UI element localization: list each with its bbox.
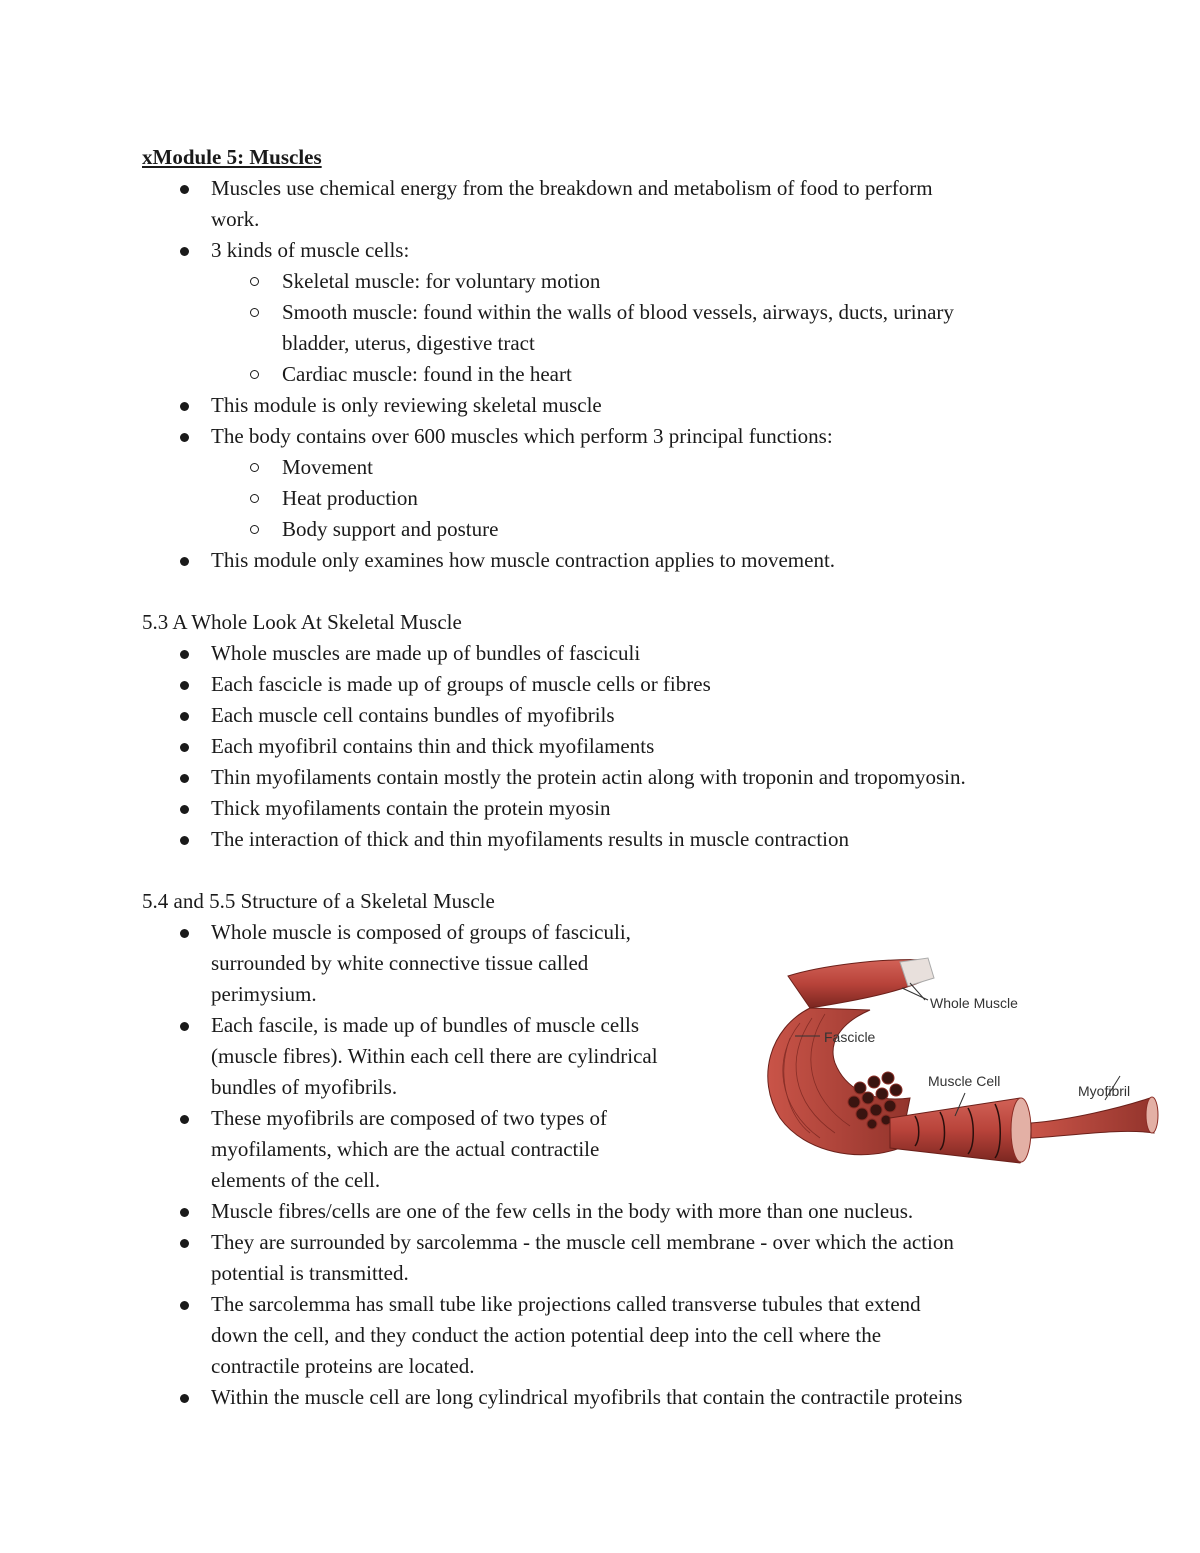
list-item — [0, 793, 966, 824]
bullet-icon — [180, 774, 189, 783]
list-item-text: 3 kinds of muscle cells: — [211, 238, 410, 262]
bullet-icon — [180, 836, 189, 845]
list-item — [0, 731, 966, 762]
sub-list-item — [0, 452, 954, 483]
list-item — [0, 173, 954, 235]
hollow-bullet-icon — [250, 370, 259, 379]
list-item-text: Whole muscles are made up of bundles of fasciculi — [211, 641, 641, 665]
hollow-bullet-icon — [250, 308, 259, 317]
sub-list — [0, 452, 954, 545]
bullet-icon — [180, 712, 189, 721]
bullet-icon — [180, 557, 189, 566]
list-item-text: The body contains over 600 muscles which perform 3 principal functions: — [211, 424, 833, 448]
sub-list-item-text: Cardiac muscle: found in the heart — [282, 362, 572, 386]
list-item-text: down the cell, and they conduct the action potential deep into the cell where the — [211, 1323, 882, 1347]
sub-list-item-text: Body support and posture — [282, 517, 499, 541]
list-item — [0, 669, 966, 700]
bullet-icon — [180, 433, 189, 442]
list-item-text: bundles of myofibrils. — [211, 1075, 398, 1099]
list-item-text: Thin myofilaments contain mostly the protein actin along with troponin and tropomyosin. — [211, 765, 966, 789]
hollow-bullet-icon — [250, 277, 259, 286]
bullet-icon — [180, 1239, 189, 1248]
list-item — [0, 762, 966, 793]
section-heading-whole-look: 5.3 A Whole Look At Skeletal Muscle — [142, 610, 462, 634]
bullet-icon — [180, 185, 189, 194]
list-item-text: potential is transmitted. — [211, 1261, 409, 1285]
bullet-icon — [180, 247, 189, 256]
bullet-icon — [180, 1208, 189, 1217]
sub-list-item — [0, 483, 954, 514]
bullet-icon — [180, 805, 189, 814]
whole-look-list — [0, 638, 966, 855]
bullet-icon — [180, 1115, 189, 1124]
section-heading-structure: 5.4 and 5.5 Structure of a Skeletal Muscle — [142, 889, 495, 913]
list-item-text: elements of the cell. — [211, 1168, 381, 1192]
list-item — [0, 1289, 962, 1382]
sub-list-item-text: Smooth muscle: found within the walls of blood vessels, airways, ducts, urinary — [282, 300, 954, 324]
sub-list-item-text: Movement — [282, 455, 373, 479]
list-item-text: work. — [211, 207, 260, 231]
bullet-icon — [180, 1301, 189, 1310]
label-myofibril: Myofibril — [1078, 1083, 1131, 1099]
label-whole-muscle: Whole Muscle — [930, 995, 1018, 1011]
list-item — [0, 824, 966, 855]
list-item-text: perimysium. — [211, 982, 317, 1006]
bullet-icon — [180, 929, 189, 938]
label-fascicle: Fascicle — [824, 1029, 876, 1045]
list-item-text: Muscle fibres/cells are one of the few cells in the body with more than one nucleus. — [211, 1199, 914, 1223]
list-item-text: Each fascile, is made up of bundles of muscle cells — [211, 1013, 640, 1037]
list-item — [0, 638, 966, 669]
sub-list-item-text: bladder, uterus, digestive tract — [282, 331, 535, 355]
module-intro-list — [0, 173, 954, 576]
bullet-icon — [180, 743, 189, 752]
muscle-cell-end — [1011, 1098, 1031, 1162]
list-item — [0, 700, 966, 731]
list-item-text: Each fascicle is made up of groups of muscle cells or fibres — [211, 672, 711, 696]
sub-list-item — [0, 514, 954, 545]
sub-list-item-text: Heat production — [282, 486, 418, 510]
list-item-text: (muscle fibres). Within each cell there are cylindrical — [211, 1044, 658, 1068]
list-item-text: This module only examines how muscle contraction applies to movement. — [211, 548, 836, 572]
bullet-icon — [180, 1394, 189, 1403]
label-muscle-cell: Muscle Cell — [928, 1073, 1001, 1089]
list-item — [0, 1227, 962, 1289]
muscle-cell-shape — [890, 1098, 1029, 1163]
bullet-icon — [180, 650, 189, 659]
list-item-text: These myofibrils are composed of two types of — [211, 1106, 607, 1130]
hollow-bullet-icon — [250, 494, 259, 503]
list-item — [0, 545, 954, 576]
list-item — [0, 1196, 962, 1227]
list-item-text: Within the muscle cell are long cylindrical myofibrils that contain the contractile proteins — [211, 1385, 963, 1409]
sub-list — [0, 266, 954, 390]
list-item-text: contractile proteins are located. — [211, 1354, 475, 1378]
muscle-structure-diagram — [750, 948, 1170, 1180]
list-item-text: The sarcolemma has small tube like projections called transverse tubules that extend — [211, 1292, 921, 1316]
bullet-icon — [180, 402, 189, 411]
hollow-bullet-icon — [250, 463, 259, 472]
sub-list-item — [0, 359, 954, 390]
module-title: xModule 5: Muscles — [142, 145, 322, 169]
list-item-text: Each myofibril contains thin and thick myofilaments — [211, 734, 655, 758]
list-item — [0, 1382, 962, 1413]
list-item — [0, 390, 954, 421]
list-item-text: myofilaments, which are the actual contractile — [211, 1137, 600, 1161]
list-item — [0, 421, 954, 452]
sub-list-item — [0, 297, 954, 359]
list-item-text: Thick myofilaments contain the protein myosin — [211, 796, 611, 820]
list-item-text: This module is only reviewing skeletal muscle — [211, 393, 602, 417]
list-item-text: They are surrounded by sarcolemma - the muscle cell membrane - over which the action — [211, 1230, 954, 1254]
list-item-text: Muscles use chemical energy from the breakdown and metabolism of food to perform — [211, 176, 933, 200]
sub-list-item-text: Skeletal muscle: for voluntary motion — [282, 269, 601, 293]
list-item — [0, 235, 954, 266]
myofibril-shape — [1031, 1098, 1154, 1138]
list-item-text: Whole muscle is composed of groups of fasciculi, — [211, 920, 631, 944]
list-item-text: The interaction of thick and thin myofilaments results in muscle contraction — [211, 827, 849, 851]
list-item-text: Each muscle cell contains bundles of myofibrils — [211, 703, 615, 727]
sub-list-item — [0, 266, 954, 297]
hollow-bullet-icon — [250, 525, 259, 534]
list-item-text: surrounded by white connective tissue called — [211, 951, 589, 975]
bullet-icon — [180, 681, 189, 690]
bullet-icon — [180, 1022, 189, 1031]
